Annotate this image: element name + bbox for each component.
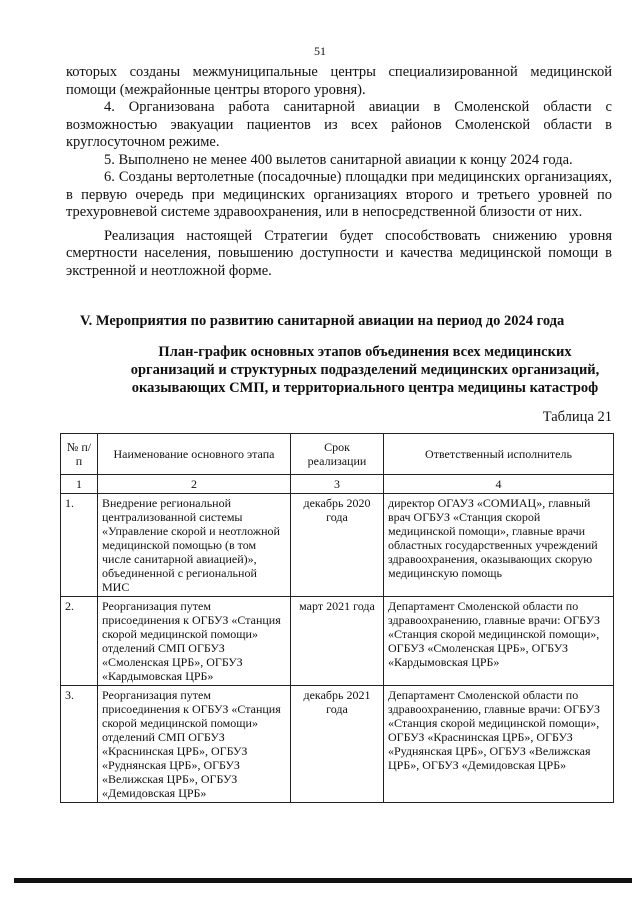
column-number: 1: [61, 475, 98, 494]
paragraph-item-6: 6. Созданы вертолетные (посадочные) площадки при медицинских организациях, в первую очередь при медицинских организациях второго и третьего уровней по трехуровневой системе здравоохранения, или в непосредственной близости от них.: [66, 169, 612, 220]
header-stage: Наименование основного этапа: [98, 434, 291, 475]
table-row: [61, 686, 614, 803]
paragraph-continuation: которых созданы межмуниципальные центры специализированной медицинской помощи (межрайонные центры второго уровня).: [66, 64, 612, 98]
table-row: [61, 494, 614, 597]
page-number: 51: [314, 44, 326, 58]
column-number-row: [61, 475, 614, 494]
plan-title-line-2: организаций и структурных подразделений медицинских организаций,: [130, 362, 600, 378]
paragraph-item-4: 4. Организована работа санитарной авиации в Смоленской области с возможностью эвакуации пациентов из всех районов Смоленской области в круглосуточном режиме.: [66, 99, 612, 150]
body-text: [66, 64, 612, 280]
row-deadline: декабрь 2021 года: [291, 686, 384, 803]
row-executor: директор ОГАУЗ «СОМИАЦ», главный врач ОГБУЗ «Станция скорой медицинской помощи», главные врачи областных государственных учреждений здравоохранения, оказывающих скорую медицинскую помощь: [384, 494, 614, 597]
row-deadline: март 2021 года: [291, 597, 384, 686]
paragraph-item-5: 5. Выполнено не менее 400 вылетов санитарной авиации к концу 2024 года.: [104, 151, 573, 168]
header-executor: Ответственный исполнитель: [384, 434, 614, 475]
row-stage: Реорганизация путем присоединения к ОГБУЗ «Станция скорой медицинской помощи» отделений СМП ОГБУЗ «Смоленская ЦРБ», ОГБУЗ «Кардымовская ЦРБ»: [98, 597, 291, 686]
row-stage: Внедрение региональной централизованной системы «Управление скорой и неотложной медицинской помощью (в том числе санитарной авиацией)», объединенной с региональной МИС: [98, 494, 291, 597]
header-number: № п/п: [61, 434, 98, 475]
table-row: [61, 597, 614, 686]
paragraph-conclusion: Реализация настоящей Стратегии будет способствовать снижению уровня смертности населения, повышению доступности и качества медицинской помощи в экстренной и неотложной форме.: [66, 227, 612, 279]
bottom-scan-bar: [14, 878, 632, 883]
row-number: 1.: [61, 494, 98, 597]
plan-title: [110, 343, 620, 397]
table-caption: Таблица 21: [542, 409, 612, 425]
section-heading: V. Мероприятия по развитию санитарной авиации на период до 2024 года: [80, 313, 565, 329]
row-executor: Департамент Смоленской области по здравоохранению, главные врачи: ОГБУЗ «Станция скорой медицинской помощи», ОГБУЗ «Смоленская ЦРБ», ОГБУЗ «Кардымовская ЦРБ»: [384, 597, 614, 686]
column-number: 3: [291, 475, 384, 494]
plan-title-line-1: План-график основных этапов объединения всех медицинских: [158, 344, 572, 360]
row-number: 2.: [61, 597, 98, 686]
column-number: 2: [98, 475, 291, 494]
row-deadline: декабрь 2020 года: [291, 494, 384, 597]
row-stage: Реорганизация путем присоединения к ОГБУЗ «Станция скорой медицинской помощи» отделений СМП ОГБУЗ «Краснинская ЦРБ», ОГБУЗ «Руднянская ЦРБ», ОГБУЗ «Велижская ЦРБ», ОГБУЗ «Демидовская ЦРБ»: [98, 686, 291, 803]
schedule-table: [60, 433, 614, 803]
table-header-row: [61, 434, 614, 475]
column-number: 4: [384, 475, 614, 494]
row-number: 3.: [61, 686, 98, 803]
row-executor: Департамент Смоленской области по здравоохранению, главные врачи: ОГБУЗ «Станция скорой медицинской помощи», ОГБУЗ «Краснинская ЦРБ», ОГБУЗ «Руднянская ЦРБ», ОГБУЗ «Велижская ЦРБ», ОГБУЗ «Демидовская ЦРБ»: [384, 686, 614, 803]
header-deadline: Срок реализации: [291, 434, 384, 475]
plan-title-line-3: оказывающих СМП, и территориального центра медицины катастроф: [131, 380, 599, 396]
